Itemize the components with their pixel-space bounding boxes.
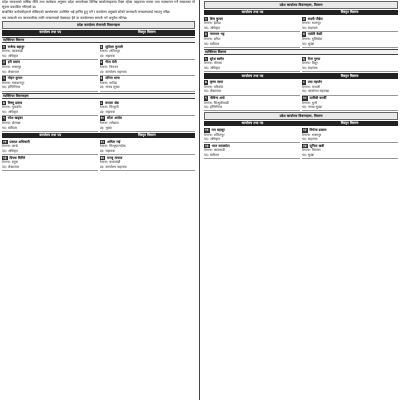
entry-number: २: [303, 16, 305, 21]
entry-number: ६: [100, 76, 103, 81]
section-title: प्रदेश कार्यालय विवरणहरू, विवरण: [204, 1, 398, 9]
list-item: [100, 60, 196, 76]
entry-detail: ठेगाना: भक्तपुर: [2, 65, 22, 70]
entry-detail: पद: लेखापाल: [2, 164, 19, 169]
entry-number: १४: [303, 143, 307, 148]
entry-name: सुरेश बस्नेत: [209, 56, 224, 61]
entry-detail: पद: खरिदार: [204, 152, 220, 157]
section-header-bar: [2, 30, 195, 36]
entry-detail: ठेगाना: सिन्धुलीमाढी: [204, 100, 229, 105]
list-item: [204, 16, 300, 32]
entry-detail: पद: सहायक: [99, 109, 115, 114]
entry-name: निर्मला ढकाल: [309, 127, 327, 132]
entry-number: १०: [100, 116, 105, 121]
entry-name: लक्ष्मी पौडेल: [307, 16, 323, 21]
entry-detail: पद: सहायक: [99, 53, 115, 58]
entry-detail: पद: सुब्बा: [302, 152, 315, 157]
entry-number: ९: [205, 96, 207, 100]
entry-detail: ठेगाना: काठमाडौं: [204, 148, 225, 153]
entry-name: भरत सापकोटा: [211, 143, 230, 148]
list-item: [302, 96, 398, 112]
entry-detail: ठेगाना: बनेपा: [204, 37, 221, 42]
entry-detail: ठेगाना: चौतारा: [204, 61, 222, 66]
entry-list: [2, 100, 195, 132]
entry-detail: पद: नायब सुब्बा: [99, 85, 120, 90]
entry-detail: पद: नायब सुब्बा: [302, 105, 322, 110]
list-item: [204, 143, 300, 159]
entry-detail: पद: अधिकृत: [2, 109, 19, 114]
list-item: [204, 32, 300, 48]
entry-detail: ठेगाना: ललितपुर: [204, 132, 225, 137]
list-item: [204, 56, 300, 72]
entry-detail: पद: खरिदार: [2, 125, 18, 130]
entry-detail: ठेगाना: हेटौंडा: [204, 21, 221, 26]
entry-name: कमला श्रेष्ठ: [105, 100, 119, 105]
entry-detail: पद: अधिकृत: [2, 53, 19, 58]
entry-detail: पद: कार्यालय सहायक: [99, 69, 127, 74]
column-divider: [199, 0, 200, 400]
entry-detail: ठेगाना: नुवाकोट: [2, 105, 22, 110]
entry-number: २: [100, 44, 103, 49]
list-item: [204, 80, 300, 96]
entry-detail: ठेगाना: काठमाडौं: [99, 160, 121, 165]
entry-name: मोहन कुमार: [7, 76, 23, 81]
entry-number: ११: [3, 139, 7, 144]
entry-name: पार्वती केसी: [307, 32, 323, 37]
entry-list: [2, 44, 195, 91]
list-item: [302, 32, 398, 48]
entry-name: सरिता थापा: [105, 76, 120, 81]
entry-name: गोविन्द शर्मा: [209, 96, 225, 100]
section-header-bar: [204, 10, 398, 16]
section-title: प्रदेश कार्यालय रोजगारी विवरणहरू: [2, 21, 195, 29]
entry-name: राजेन्द्र बहादुर: [7, 44, 25, 49]
entry-name: गीता देवी: [105, 60, 117, 65]
entry-detail: पद: लेखापाल: [2, 69, 19, 74]
section-header-bar: [204, 73, 398, 79]
entry-list: [2, 139, 195, 171]
entry-detail: पद: सुब्बा: [99, 125, 112, 130]
entry-number: १३: [3, 155, 7, 160]
entry-number: १३: [205, 143, 209, 148]
entry-detail: पद: इन्जिनियर: [204, 105, 223, 110]
list-item: [2, 76, 98, 92]
list-item: [2, 100, 98, 116]
list-item: [2, 155, 98, 171]
entry-name: प्रकाश अधिकारी: [9, 139, 30, 144]
list-item: [2, 60, 98, 76]
list-item: [302, 56, 398, 72]
list-item: [2, 116, 98, 132]
intro-paragraph: यस सम्बन्धी थप जानकारीका लागि मन्त्रालयको वेबसाइट हेर्न वा कार्यालयमा सम्पर्क गर्न अनुरोध गरिन्छ।: [2, 15, 128, 20]
entry-number: १०: [303, 96, 307, 100]
entry-number: ८: [100, 100, 103, 105]
entry-detail: पद: सहायक: [302, 137, 318, 142]
section-header-bar: [204, 121, 398, 127]
entry-detail: पद: सहायक: [302, 66, 318, 71]
bar-label: कार्यालय तथा पद: [241, 121, 264, 126]
entry-name: हरि प्रसाद: [7, 60, 20, 65]
entry-detail: पद: कार्यालय सहायक: [99, 164, 127, 169]
entry-number: ४: [303, 32, 305, 37]
entry-detail: पद: खरिदार: [204, 41, 220, 46]
entry-number: ७: [3, 100, 5, 105]
entry-detail: ठेगाना: दोलखा: [2, 120, 21, 125]
bar-label: विस्तृत विवरण: [340, 121, 359, 126]
entry-name: रीता गुरुङ: [307, 56, 321, 61]
list-item: [302, 16, 398, 32]
entry-name: उषा महर्जन: [307, 80, 322, 85]
intro-paragraph: प्रदेश सरकारको वार्षिक नीति तथा कार्यक्रम अनुसार प्रदेश अन्तर्गतका विभिन्न कार्यालयहरूमा रिक्त रहेका पदहरूमा सरुवा तथा पदस्थापन गर्ने सम्बन्धमा यो सूचना प्रकाशित गरिएको छ।: [2, 0, 195, 9]
entry-detail: पद: सहायक: [99, 148, 115, 153]
entry-detail: पद: अधिकृत: [204, 66, 221, 71]
entry-number: १४: [100, 155, 105, 160]
entry-number: ३: [3, 60, 5, 65]
group-title: व्यक्तिगत विवरण: [204, 49, 398, 56]
entry-number: १: [3, 44, 5, 49]
entry-detail: ठेगाना: सिन्धुपाल्चोक: [99, 144, 126, 149]
list-item: [100, 155, 196, 171]
entry-list: [204, 127, 398, 159]
entry-detail: पद: सहायक: [302, 25, 318, 30]
entry-detail: ठेगाना: भरतपुर: [302, 21, 321, 26]
entry-name: सुशिला कुमारी: [105, 44, 123, 49]
entry-detail: ठेगाना: मकवानपुर: [2, 80, 25, 85]
entry-name: नारायण भट्ट: [209, 32, 225, 37]
entry-name: दिपक घिमिरे: [9, 155, 26, 160]
list-item: [2, 44, 98, 60]
entry-number: ५: [3, 76, 5, 81]
entry-detail: ठेगाना: विदुर: [302, 61, 318, 66]
entry-number: ९: [3, 116, 5, 121]
entry-detail: ठेगाना: धुन्चे: [302, 100, 318, 105]
entry-detail: ठेगाना: काठमाडौं: [2, 49, 23, 54]
entry-detail: ठेगाना: रामेछाप: [99, 120, 119, 125]
bar-label: विस्तृत विवरण: [340, 73, 359, 78]
list-item: [100, 100, 196, 116]
entry-detail: पद: इन्जिनियर: [2, 85, 21, 90]
entry-name: रमेश खड्का: [7, 116, 23, 121]
entry-number: ४: [100, 60, 103, 65]
entry-number: ७: [205, 80, 207, 85]
entry-number: ११: [205, 127, 209, 132]
entry-detail: पद: लेखापाल: [204, 89, 221, 94]
bar-label: कार्यालय तथा पद: [39, 30, 62, 35]
entry-number: १२: [303, 127, 307, 132]
list-item: [302, 143, 398, 159]
entry-detail: ठेगाना: भक्तपुर: [302, 132, 322, 137]
list-item: [302, 127, 398, 143]
entry-detail: ठेगाना: मन्थली: [302, 84, 321, 89]
entry-detail: ठेगाना: सिन्धुली: [99, 105, 119, 110]
entry-list: [204, 16, 398, 48]
list-item: [204, 96, 300, 112]
entry-list: [204, 56, 398, 72]
entry-number: ६: [303, 56, 305, 61]
entry-name: सीता अर्याल: [107, 116, 122, 121]
entry-name: शिव कुमार: [209, 16, 223, 21]
list-item: [100, 116, 196, 132]
left-column: [0, 0, 197, 400]
entry-detail: ठेगाना: चितवन: [99, 65, 118, 70]
right-column: [202, 0, 400, 400]
entry-detail: पद: अधिकृत: [204, 137, 221, 142]
entry-detail: पद: सुब्बा: [302, 41, 315, 46]
list-item: [100, 44, 196, 60]
bar-label: कार्यालय तथा पद: [241, 10, 264, 15]
entry-number: १: [205, 16, 207, 21]
group-title: व्यक्तिगत विवरण: [2, 37, 195, 44]
entry-name: सुनिता खत्री: [309, 143, 325, 148]
entry-name: कृष्ण लामा: [209, 80, 224, 85]
bar-label: कार्यालय तथा पद: [241, 73, 264, 78]
bar-label: कार्यालय तथा पद: [39, 133, 62, 138]
entry-detail: पद: अधिकृत: [2, 148, 19, 153]
entry-name: मञ्जु तामाङ: [107, 155, 123, 160]
entry-detail: ठेगाना: धादिङ: [99, 80, 118, 85]
entry-number: ८: [303, 80, 305, 85]
intro-paragraph: सम्बन्धित कर्मचारीहरूले तोकिएको कार्यालयमा उपस्थित भई हाजिर हुनु पर्ने र कार्यालय प्रमुखले सोको जानकारी मन्त्रालयलाई गराउनु पर्नेछ।: [2, 10, 171, 15]
entry-detail: ठेगाना: चितवन: [302, 148, 321, 153]
bar-label: विस्तृत विवरण: [137, 30, 156, 35]
group-title: व्यक्तिगत विवरणहरू: [2, 93, 195, 100]
section-title: प्रदेश कार्यालय विवरणहरू, विवरण: [204, 112, 398, 120]
section-header-bar: [2, 133, 195, 139]
entry-name: अनिता राई: [107, 139, 121, 144]
list-item: [100, 76, 196, 92]
entry-number: १२: [100, 139, 105, 144]
entry-detail: ठेगाना: काभ्रे: [2, 144, 18, 149]
entry-name: विष्णु प्रसाद: [7, 100, 23, 105]
entry-detail: पद: अधिकृत: [204, 25, 221, 30]
entry-detail: ठेगाना: धुलिखेल: [302, 37, 323, 42]
list-item: [204, 127, 300, 143]
entry-list: [204, 80, 398, 112]
entry-name: सावित्री कार्की: [309, 96, 327, 100]
list-item: [100, 139, 196, 155]
entry-detail: पद: कार्यालय सहायक: [302, 89, 330, 94]
entry-number: ५: [205, 56, 207, 61]
list-item: [302, 80, 398, 96]
list-item: [2, 139, 98, 155]
bar-label: विस्तृत विवरण: [137, 133, 156, 138]
entry-detail: ठेगाना: ललितपुर: [99, 49, 120, 54]
bar-label: विस्तृत विवरण: [340, 10, 359, 15]
entry-number: ३: [205, 32, 207, 37]
entry-detail: ठेगाना: चरिकोट: [204, 84, 224, 89]
entry-detail: ठेगाना: रसुवा: [2, 160, 19, 165]
entry-name: राम बहादुर: [211, 127, 225, 132]
